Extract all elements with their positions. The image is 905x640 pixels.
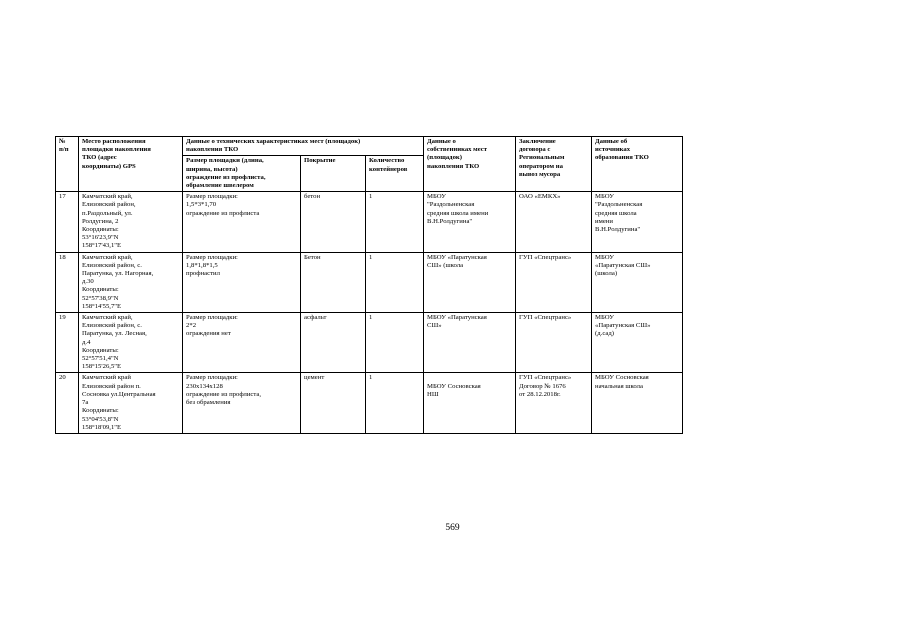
cell-line: 1 [369,374,373,382]
cell-line: В.Н.Ролдугина" [427,217,473,225]
cell-line: п/п [59,146,69,154]
cell-line: 230х134х128 [186,382,223,390]
cell-line: "Раздольненская [427,201,475,209]
cell-line: Размер площадки (длина, [186,157,264,165]
cell-line: ограждение из профлиста [186,209,260,217]
cell-line: средняя школа имени [427,209,489,217]
cell-line: 7а [82,399,89,407]
cell-line: ГУП «Спецтранс» [519,314,572,322]
cell-line: цемент [304,374,325,382]
cell-contract [516,313,592,373]
cell-line: ограждения нет [186,330,231,338]
cell-line: 52°57'51,4"N [82,355,119,363]
cell-line: Данные о технических характеристиках мест (площадок) [186,138,361,145]
header-tech-characteristics [183,137,424,156]
cell-cover [301,252,366,312]
cell-line: Заключение [519,138,556,145]
cell-line: МБОУ [595,314,614,322]
cell-line: Камчатский край, [82,193,133,201]
cell-location [79,373,183,433]
cell-cover [301,192,366,252]
cell-site-size [183,313,301,373]
cell-line: координаты) GPS [82,162,136,170]
cell-line: площадки накопления [82,146,151,154]
cell-line: 18 [59,253,66,261]
cell-line: ГУП «Спецтранс» [519,253,572,261]
cell-line: Размер площадки: [186,314,238,322]
cell-line: Елизовский район, [82,201,136,209]
cell-line: Покрытие [304,157,336,165]
cell-line: ОАО «ЕМКХ» [519,193,561,201]
header-sources [592,137,683,192]
cell-line: ограждение из профлиста, [186,173,266,181]
cell-line: МБОУ [595,193,614,201]
header-cover [301,156,366,192]
cell-line: 20 [59,374,66,382]
header-contract [516,137,592,192]
cell-line: «Паратунская СШ» [595,261,651,269]
cell-line: 1 [369,253,373,261]
cell-site-size [183,252,301,312]
cell-line: обрамление швелером [186,182,254,190]
cell-line: п.Раздольный, ул. [82,209,133,217]
cell-line: ширина, высота) [186,165,238,173]
cell-line: контейнеров [369,165,408,173]
cell-sources [592,313,683,373]
cell-line: 17 [59,193,66,201]
cell-sources [592,373,683,433]
table-row [56,373,683,433]
cell-line: Паратунка, ул. Лесная, [82,330,147,338]
cell-line: Координаты: [82,346,119,354]
header-location [79,137,183,192]
cell-line: "Раздольненская [595,201,643,209]
cell-line: ТКО (адрес [82,154,117,162]
cell-location [79,252,183,312]
cell-line: МБОУ «Паратунская [427,314,487,322]
table-row [56,313,683,373]
cell-sources [592,252,683,312]
cell-line: собственниках мест [427,146,488,154]
cell-line: накопления ТКО [186,146,239,154]
cell-line: д.30 [82,278,94,286]
cell-line: профнастил [186,270,220,278]
cell-number [56,192,79,252]
cell-line: Камчатский край, [82,253,133,261]
cell-containers [366,313,424,373]
cell-line: вывоз мусора [519,170,561,178]
cell-line: бетон [304,193,321,201]
cell-line: 53°04'53,8"N [82,415,119,423]
table-row [56,252,683,312]
cell-line: 1 [369,193,373,201]
cell-location [79,192,183,252]
cell-line: Елизовский район, с. [82,322,142,330]
cell-line: МБОУ [595,253,614,261]
cell-line: без обрамления [186,399,231,407]
cell-line: Размер площадки: [186,253,238,261]
cell-location [79,313,183,373]
cell-line: 158°15'26,5"E [82,363,122,371]
cell-owners [424,373,516,433]
spacer [427,374,512,382]
header-row-top [56,137,683,156]
cell-line: МБОУ Сосновская [427,382,481,390]
cell-line: договора с [519,146,551,154]
cell-cover [301,373,366,433]
cell-line: начальная школа [595,382,643,390]
page-number: 569 [445,523,460,533]
header-site-size [183,156,301,192]
cell-line: Координаты: [82,286,119,294]
cell-line: № [59,138,66,145]
cell-line: ограждение из профлиста, [186,390,262,398]
cell-line: (д.сад) [595,330,614,338]
cell-line: Размер площадки: [186,374,238,382]
cell-line: Количество [369,157,405,165]
cell-number [56,252,79,312]
cell-line: Региональным [519,154,565,162]
header-number [56,137,79,192]
cell-line: Елизовский район, с. [82,261,142,269]
cell-line: Данные об [595,138,628,145]
cell-line: от 28.12.2018г. [519,390,561,398]
cell-line: В.Н.Ролдугина" [595,226,641,234]
cell-line: 158°14'55,7"E [82,302,122,310]
cell-line: Договор № 1676 [519,382,566,390]
cell-line: 1,8*1,8*1,5 [186,261,218,269]
cell-line: Ролдугина, 2 [82,217,119,225]
cell-number [56,313,79,373]
cell-line: МБОУ [427,193,446,201]
cell-line: 1,5*3*1,70 [186,201,217,209]
cell-line: д.4 [82,338,91,346]
cell-number [56,373,79,433]
cell-line: оператором на [519,162,563,170]
cell-containers [366,252,424,312]
cell-owners [424,313,516,373]
cell-line: Место расположения [82,138,146,145]
cell-line: Камчатский край, [82,314,133,322]
cell-line: Сосновка ул.Центральная [82,390,156,398]
cell-line: 53°16'23,9"N [82,234,119,242]
cell-line: «Паратунская СШ» [595,322,651,330]
cell-line: 1 [369,314,373,322]
cell-site-size [183,192,301,252]
cell-line: (площадок) [427,154,462,162]
cell-containers [366,192,424,252]
cell-owners [424,252,516,312]
cell-line: Бетон [304,253,321,261]
cell-line: Координаты: [82,407,119,415]
cell-line: СШ» [427,322,442,330]
cell-line: имени [595,217,613,225]
cell-line: 2*2 [186,322,197,330]
cell-site-size [183,373,301,433]
cell-sources [592,192,683,252]
cell-line: (школа) [595,270,618,278]
cell-line: Размер площадки: [186,193,238,201]
cell-line: НШ [427,390,439,398]
cell-line: накопления ТКО [427,162,480,170]
cell-line: средняя школа [595,209,637,217]
cell-line: асфальт [304,314,327,322]
header-containers [366,156,424,192]
cell-line: МБОУ Сосновская [595,374,649,382]
cell-line: СШ» (школа [427,261,464,269]
cell-line: Елизовский район п. [82,382,141,390]
cell-line: Паратунка, ул. Нагорная, [82,270,154,278]
cell-line: 158°18'09,1"E [82,423,122,431]
cell-line: 158°17'43,1"E [82,242,122,250]
waste-sites-table [55,136,683,434]
cell-line: ГУП «Спецтранс» [519,374,572,382]
cell-line: источниках [595,146,631,154]
cell-contract [516,192,592,252]
cell-line: МБОУ «Паратунская [427,253,487,261]
cell-line: образования ТКО [595,154,649,162]
header-owners [424,137,516,192]
cell-line: 19 [59,314,66,322]
cell-contract [516,252,592,312]
cell-line: 52°57'38,9"N [82,294,119,302]
table-body [56,192,683,434]
cell-line: Данные о [427,138,456,145]
cell-owners [424,192,516,252]
cell-line: Координаты: [82,226,119,234]
cell-contract [516,373,592,433]
cell-containers [366,373,424,433]
cell-cover [301,313,366,373]
cell-line: Камчатский край [82,374,131,382]
table-row [56,192,683,252]
